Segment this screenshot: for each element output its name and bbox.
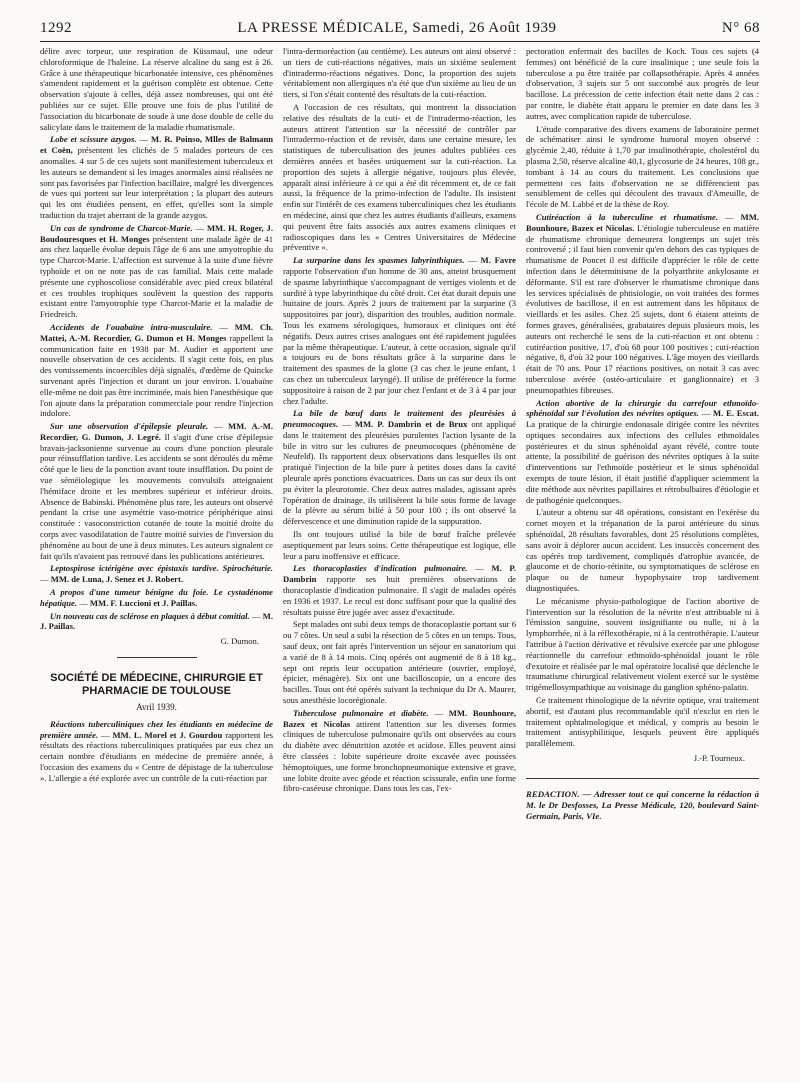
paragraph: Ce traitement rhinologique de la névrite optique, vrai traitement abortif, est d'autant plus recommandable qu'il n'exclut en rien le traitement ophtalmologique et médical, y compris au besoin le traitement antisyphilitique, lesquels peuvent être appliqués parallèlement. <box>526 695 759 749</box>
paragraph: A l'occasion de ces résultats, qui montrent la dissociation relative des résultats de la cuti- et de l'intradermo-réaction, les auteurs attirent l'attention sur la nécessité de contrôler par l'intradermo-réaction et de revisér, dans une certaine mesure, les statistiques de tuberculisation des jeunes adultes publiées ces dernières années et basées uniquement sur la cuti-réaction. La proportion des sujets à allergie négative, toujours plus élevée, apparaît ainsi inférieure à ce qui a été dit récemment et, de ce fait aussi, la fréquence de la primo-infection de l'adulte. Ils insistent enfin sur l'intérêt de ces examens tuberculiniques chez les étudiants en médecine, ainsi que chez les autres étudiants d'ailleurs, examens qui peuvent être faits associés aux autres examens cliniques et radioscopiques dans les « Centres Universitaires de Médecine préventive ». <box>283 101 516 253</box>
article-body: rapporte ses huit premières observations de thoracoplastie d'indication pulmonaire. Il s'agit de malades opérés en 1936 et 1937. Le recul est donc suffisant pour que la qualité des résultats puisse être jugée avec assez d'exactitude. <box>283 574 516 617</box>
article-title: Action abortive de la chirurgie du carrefour ethmoïdo-sphénoïdal sur l'évolution des névrites optiques. <box>526 397 759 419</box>
article: Cutiréaction à la tuberculine et rhumatisme. — MM. Bounhoure, Bazex et Nicolas. L'étiologie tuberculeuse en matière de rhumatisme chronique demeurera longtemps un sujet très controversé ; il faut bien convenir qu'en dehors des cas typiques de rhumatisme de Poncet il est difficile d'apprécier le rôle de cette infection dans le déterminisme de la polyarthrite ankylosante et déformante. S'il est rare d'observer le rhumatisme chronique dans les services spécialisés de phtisiologie, on voit traitées des formes évolutives de bacillose, il en est autrement dans les hôpitaux de vieillards et les asiles. Chez 25 sujets, dont 6 étaient atteints de formes graves, généralisées, grabataires depuis plusieurs mois, les auteurs ont recherché le sens de la cuti-réaction et ont obtenu : cutiréaction positive, 17, d'où 68 pour 100 positives ; cuti-réaction négative, 8, d'où 32 pour 100 négatives. L'âge moyen des vieillards était de 70 ans. Pour 17 réactions positives, on notait 3 cas avec tuberculose avérée (ostéo-articulaire et ganglionnaire) et 3 pneumopathies fibreuses. <box>526 211 759 395</box>
article-body: L'étiologie tuberculeuse en matière de rhumatisme chronique demeurera longtemps un sujet très controversé ; il faut bien convenir qu'en dehors des cas typiques de rhumatisme de Poncet il est difficile d'apprécier le rôle de cette infection dans le déterminisme de la polyarthrite ankylosante et déformante. S'il est rare d'observer le rhumatisme chronique dans les services spécialisés de phtisiologie, on voit traitées des formes évolutives de bacillose, il en est autrement dans les hôpitaux de vieillards et les asiles. Chez 25 sujets, dont 6 étaient atteints de formes graves, généralisées, grabataires depuis plusieurs mois, les auteurs ont recherché le sens de la cuti-réaction et ont obtenu : cutiréaction positive, 17, d'où 68 pour 100 positives ; cuti-réaction négative, 8, d'où 32 pour 100 négatives. L'âge moyen des vieillards était de 70 ans. Pour 17 réactions positives, on notait 3 cas avec tuberculose avérée (ostéo-articulaire et ganglionnaire) et 3 pneumopathies fibreuses. <box>526 222 759 395</box>
article: Leptospirose ictérigène avec épistaxis tardive. Spirochéturie. — MM. de Luna, J. Senez et J. Robert. <box>40 563 273 585</box>
article: Lobe et scissure azygos. — M. R. Poinso, Mlles de Balmann et Coën, présentent les clichés de 5 malades porteurs de ces anomalies. 4 sur 5 de ces sujets sont manifestement tuberculeux et les auteurs se demandent si les images anormales ainsi réalisées ne sont pas favorisées par l'infection bacillaire, malgré les divergences de vues qui portent sur leur interprétation ; la plupart des auteurs qui les ont étudiées pensent, en effet, qu'elles sont la simple traduction du trajet aberrant de la grande azygos. <box>40 134 273 220</box>
article-authors: MM. L. Morel et J. Gourdou <box>112 729 223 740</box>
article-title: Sur une observation d'épilepsie pleurale. <box>50 421 209 432</box>
article-authors: MM. de Luna, J. Senez et J. Robert. <box>50 574 183 585</box>
article-authors: MM. P. Dambrin et de Brux <box>354 419 468 430</box>
article: La bile de bœuf dans le traitement des pleurésies à pneumocoques. — MM. P. Dambrin et de Brux ont appliqué dans le traitement des pleurésies purulentes l'action lysante de la bile in vitro sur les cultures de pneumocoques (phénomène de Neufeld). Ils rapportent deux observations dans lesquelles ils ont pratiqué l'injection de la bile pure à petites doses dans la cavité pleurale après ponctions évacuatrices. Dans un cas sur deux ils ont pu éviter la pleurotomie. Chez deux autres malades, agissant après l'opération de drainage, ils utilisèrent la bile sous forme de lavage de la plèvre au sérum bilié à 50 pour 100 ; ils ont observé la défervescence et une diminution rapide de la suppuration. <box>283 408 516 527</box>
article-authors: M. P. Dambrin <box>283 563 516 585</box>
society-heading: SOCIÉTÉ DE MÉDECINE, CHIRURGIE ET PHARMACIE DE TOULOUSE <box>50 672 263 698</box>
article-body: La pratique de la chirurgie endonasale dirigée contre les névrites optiques secondaires aux infections des cellules ethmoïdales postérieures et du sinus sphénoïdal ayant révélé, contre toute attente, la possibilité de guérison des névrites optiques à la suite d'interventions sur l'ethmoïde postérieur et le sinus sphénoïdal exempts de toute lésion, il était justifié d'appliquer sciemment la dite méthode aux névrites papillaires et rétrobulbaires d'étiologie et de pathogénie quelconques. <box>526 419 759 505</box>
article-authors: M. J. Paillas. <box>40 610 273 632</box>
article-body: ont appliqué dans le traitement des pleurésies purulentes l'action lysante de la bile in vitro sur les cultures de pneumocoques (phénomène de Neufeld). Ils rapportent deux observations dans lesquelles ils ont pratiqué l'injection de la bile pure à petites doses dans la cavité pleurale après ponctions évacuatrices. Dans un cas sur deux ils ont pu éviter la pleurotomie. Chez deux autres malades, agissant après l'opération de drainage, ils utilisèrent la bile sous forme de lavage de la plèvre au sérum bilié à 50 pour 100 ; ils ont observé la défervescence et une diminution rapide de la suppuration. <box>283 419 516 527</box>
article-authors: M. R. Poinso, Mlles de Balmann et Coën, <box>40 134 273 156</box>
article: A propos d'une tumeur bénigne du foie. Le cystadénome hépatique. — MM. F. Luccioni et J. Paillas. <box>40 587 273 608</box>
article-body: Il s'agit d'une crise d'épilepsie bravais-jacksonienne survenue au cours d'une ponction pleurale pour réinsufflation tardive. Les accidents se sont déroulés du même côté que le lieu de la ponction avant toute insufflation. Du point de vue séméiologique les mouvements convulsifs atteignaient l'hémiface droite et les membres supérieur et inférieur droits. Absence de Babinski. Phénomène plus rare, les auteurs ont observé pendant la crise une asymétrie vaso-motrice périphérique ainsi constituée : vasoconstriction cutanée de toute la moitié droite du corps avec vasodilatation de l'autre moitié suivies de l'inversion du phénomène au bout de une à deux minutes. Les auteurs signalent ce fait qu'ils n'avaient pas retrouvé dans les publications antérieures. <box>40 431 273 561</box>
article-title: Réactions tuberculiniques chez les étudiants en médecine de première année. <box>40 718 273 740</box>
article-title: La surparine dans les spasmes labyrinthiques. <box>293 255 465 266</box>
article: Tuberculose pulmonaire et diabète. — MM. Bounhoure, Bazex et Nicolas attirent l'attention sur les diverses formes cliniques de tuberculose pulmonaire qu'ils ont observées au cours du diabète avec dénutrition azotée et acidose. Elles peuvent ainsi être classées : lobite supérieure droite excavée avec poussées hémoptoïques, une forme bronchopneumonique extensive et grave, une lobite droite avec géode et réaction scissurale, enfin une forme fibro-caséeuse chronique. Dans tous les cas, l'ex- <box>283 707 516 794</box>
article-authors: MM. A.-M. Recordier, G. Dumon, J. Legré. <box>40 421 273 442</box>
issue-number: N° 68 <box>721 20 760 36</box>
paragraph: Sept malades ont subi deux temps de thoracoplastie portant sur 6 ou 7 côtes. Un seul a subi la résection de 5 côtes en un temps. Tous, sauf deux, ont fait après l'intervention un séjour en sanatorium qui a varié de 8 à 14 mois. Cinq opérés ont augmenté de 8 à 18 kg., sept ont repris leur occupation antérieure (ouvrier, employé, épicier, ménagère). Six ont une bacilloscopie, un a encore des bacilles. Tous ont été opérés suivant la technique du Dr A. Maurer, sous anesthésie locorégionale. <box>283 619 516 706</box>
article-authors: MM. Ch. Mattei, A.-M. Recordier, G. Dumon et H. Monges <box>40 321 273 343</box>
paragraph: délire avec torpeur, une respiration de Küssmaul, une odeur chloroformique de l'haleine. La réserve alcaline du sang est à 26. Grâce à une thérapeutique bicarbonatée intensive, ces phénomènes s'amendent rapidement et la guérison complète est obtenue. Cette observation s'ajoute à celles, déjà assez nombreuses, qui ont été publiées sur ce sujet. Elle prouve une fois de plus l'utilité de l'association du bicarbonate de soude à une dose double de celle du salicylate dans le traitement de la maladie rhumatismale. <box>40 46 273 132</box>
article: Action abortive de la chirurgie du carrefour ethmoïdo-sphénoïdal sur l'évolution des névrites optiques. — M. E. Escat. La pratique de la chirurgie endonasale dirigée contre les névrites optiques secondaires aux infections des cellules ethmoïdales postérieures et du sinus sphénoïdal ayant révélé, contre toute attente, la possibilité de guérison des névrites optiques à la suite d'interventions sur l'ethmoïde postérieur et le sinus sphénoïdal exempts de toute lésion, il était justifié d'appliquer sciemment la dite méthode aux névrites papillaires et rétrobulbaires d'étiologie et de pathogénie quelconques. <box>526 397 759 505</box>
journal-title: LA PRESSE MÉDICALE, Samedi, 26 Août 1939 <box>237 20 557 36</box>
article-body: attirent l'attention sur les diverses formes cliniques de tuberculose pulmonaire qu'ils ont observées au cours du diabète avec dénutrition azotée et acidose. Elles peuvent ainsi être classées : lobite supérieure droite excavée avec poussées hémoptoïques, une forme bronchopneumonique extensive et grave, une lobite droite avec géode et réaction scissurale, enfin une forme fibro-caséeuse chronique. Dans tous les cas, l'ex- <box>283 718 516 794</box>
column-3 <box>526 46 759 1071</box>
article: Un nouveau cas de sclérose en plaques à début comitial. — M. J. Paillas. <box>40 610 273 632</box>
article-body: rapportent les résultats des réactions tuberculiniques pratiquées par eux chez un certain nombre d'étudiants en médecine de première année, à l'occasion des examens du « Centre de dépistage de la tuberculose ». L'allergie a été explorée avec un contrôle de la cuti-réaction par <box>40 729 273 783</box>
article-authors: M. E. Escat. <box>713 408 759 419</box>
paragraph: L'étude comparative des divers examens de laboratoire permet de schématiser ainsi le syndrome humoral moyen observé : glycémie 2,40, réduite à 1,70 par insulinothérapie, cholestérol du plasma 2,50, réserve alcaline 40,1, glycosurie de 24 heures, 108 gr., tombant à 14 au cours du traitement. Les conclusions que permettent ces faits d'observation ne se différencient pas sensiblement de celles qui découlent des travaux d'Ameuille, de l'école de M. Labbé et de la thèse de Roy. <box>526 123 759 210</box>
column-1 <box>40 46 273 1071</box>
article-body: présentent les clichés de 5 malades porteurs de ces anomalies. 4 sur 5 de ces sujets sont manifestement tuberculeux et les auteurs se demandent si les images anormales ainsi réalisées ne sont pas favorisées par l'infection bacillaire, malgré les divergences de vues qui portent sur leur interprétation ; la plupart des auteurs qui les ont étudiées pensent, en effet, qu'elles sont la simple traduction du trajet aberrant de la grande azygos. <box>40 145 273 220</box>
article-authors: MM. F. Luccioni et J. Paillas. <box>89 597 198 608</box>
column-2 <box>283 46 516 1071</box>
redaction-text: — Adresser tout ce qui concerne la rédaction à M. le Dr Desfosses, La Presse Médicale, 120, boulevard Saint-Germain, Paris, VIe. <box>526 788 759 821</box>
article-authors: MM. Bounhoure, Bazex et Nicolas. <box>526 211 759 233</box>
article-title: Tuberculose pulmonaire et diabète. <box>293 707 429 718</box>
signature: G. Dumon. <box>220 636 259 647</box>
signature: J.-P. Tourneux. <box>693 753 745 763</box>
paragraph: Le mécanisme physio-pathologique de l'action abortive de l'intervention sur la résolution de la névrite n'est attribuable ni à l'émission sanguine, souvent insignifiante ou nulle, ni à la lymphorrhée, ni à la réflexothérapie, ni à la centrothérapie. L'auteur l'attribue à l'action dérivative et révulsive exercée par une phlogose réactionnelle du carrefour ethmoïdo-sphénoïdal jouant le rôle d'exutoire et réalisée par le mal opératoire localisé que déclenche le traumatisme chirurgical relativement violent exercé sur le système trigémellosympathique au voisinage du ganglion sphéno-palatin. <box>526 595 759 693</box>
article-authors: M. Favre <box>480 255 516 266</box>
article-title: Cutiréaction à la tuberculine et rhumatisme. <box>536 211 718 222</box>
article-title: Les thoracoplasties d'indication pulmonaire. <box>293 563 468 574</box>
article-body: rappellent la communication faite en 1938 par M. Audier et apportent une nouvelle observation de ces accidents. Il s'agit cette fois, en plus des vomissements incoercibles déjà signalés, d'œdème de Quincke survenant après l'injection et durant un jour environ. L'ouabaïne elle-même ne doit pas être incriminée, mais bien l'anesthésique que l'on ajoute dans la préparation commerciale pour rendre l'injection indolore. <box>40 332 273 419</box>
paragraph: L'auteur a obtenu sur 48 opérations, consistant en l'exérèse du cornet moyen et la trépanation de la paroi antérieure du sinus sphénoïdal, 28 résultats favorables, dont 25 résolutions complètes, sans avoir à déplorer aucun accident. Les insuccès concernent des cas opérés trop tardivement, compliqués d'atrophie avancée, de glaucome et de chorio-rétinite, ou symptomatiques de sclérose en plaque ou de tumeur hypophysaire trop tardivement diagnostiquées. <box>526 507 759 594</box>
article-title: Lobe et scissure azygos. <box>50 134 137 145</box>
page-header <box>40 0 760 42</box>
article-body: présentent une malade âgée de 41 ans chez laquelle évolue depuis l'âge de 6 ans une amyotrophie du type Charcot-Marie. L'affection est survenue à la suite d'une fièvre typhoïde et on ne note pas de cas familial. Mais cette malade présente une cyphoscoliose considérable avec pied creux bilatéral et ces troubles trophiques soulèvent la question des rapports existant entre l'amyotrophie type Charcot-Marie et la maladie de Friedreich. <box>40 233 273 320</box>
article: Sur une observation d'épilepsie pleurale. — MM. A.-M. Recordier, G. Dumon, J. Legré. Il s'agit d'une crise d'épilepsie bravais-jacksonienne survenue au cours d'une ponction pleurale pour réinsufflation tardive. Les accidents se sont déroulés du même côté que le lieu de la ponction avant toute insufflation. Du point de vue séméiologique les mouvements convulsifs atteignaient l'hémiface droite et les membres supérieur et inférieur droits. Absence de Babinski. Phénomène plus rare, les auteurs ont observé pendant la crise une asymétrie vaso-motrice périphérique ainsi constituée : vasoconstriction cutanée de toute la moitié droite du corps avec vasodilatation de l'autre moitié suivies de l'inversion du phénomène au bout de une à deux minutes. Les auteurs signalent ce fait qu'ils n'avaient pas retrouvé dans les publications antérieures. <box>40 421 273 561</box>
article-body: rapporte l'observation d'un homme de 30 ans, atteint brusquement de spasme labyrinthique s'accompagnant de vertiges violents et de surdité à type labyrinthique du côté droit. Cet état durait depuis une huitaine de jours. Après 2 jours de traitement par la surparine (3 suppositoires par jour), disparition des troubles, audition normale. Tous les examens sérologiques, humoraux et cliniques ont été négatifs. Deux autres crises analogues ont été rapidement jugulées par la même thérapeutique. L'auteur, à cette occasion, signale qu'il a toujours eu de bons résultats grâce à la surparine dans le traitement des spasmes de la glotte (3 cas chez le jeune enfant, 1 cas chez un tuberculeux laryngé). Il utilise de préférence la forme suppositoire à raison de 2 par jour chez l'enfant et de 3 à 4 par jour chez l'adulte. <box>283 265 516 406</box>
article: Un cas de syndrome de Charcot-Marie. — MM. H. Roger, J. Boudouresques et H. Monges présentent une malade âgée de 41 ans chez laquelle évolue depuis l'âge de 6 ans une amyotrophie du type Charcot-Marie. L'affection est survenue à la suite d'une fièvre typhoïde et on ne note pas de cas familial. Mais cette malade présente une cyphoscoliose considérable avec pied creux bilatéral et ces troubles trophiques soulèvent la question des rapports existant entre l'amyotrophie type Charcot-Marie et la maladie de Friedreich. <box>40 222 273 320</box>
article: Les thoracoplasties d'indication pulmonaire. — M. P. Dambrin rapporte ses huit premières observations de thoracoplastie d'indication pulmonaire. Il s'agit de malades opérés en 1936 et 1937. Le recul est donc suffisant pour que la qualité des résultats puisse être jugée avec assez d'exactitude. <box>283 563 516 617</box>
article-title: Accidents de l'ouabaïne intra-musculaire. <box>50 321 213 332</box>
paragraph: l'intra-dermoréaction (au centième). Les auteurs ont ainsi observé : un tiers de cuti-réactions négatives, mais un sixième seulement d'intradermo-réactions négatives. Donc, la proportion des sujets véritablement non allergiques n'a été que d'un sixième au lieu de un tiers, si l'on s'était contenté des résultats de la cuti-réaction. <box>283 46 516 100</box>
session-date: Avril 1939. <box>136 702 177 713</box>
article-authors: MM. Bounhoure, Bazex et Nicolas <box>283 707 516 729</box>
divider <box>117 657 197 658</box>
redaction-notice <box>526 778 759 822</box>
article-title: Leptospirose ictérigène avec épistaxis tardive. Spirochéturie. <box>50 563 273 574</box>
redaction-label: REDACTION. <box>526 788 580 799</box>
article-title: La bile de bœuf dans le traitement des pleurésies à pneumocoques. <box>283 408 516 430</box>
article: La surparine dans les spasmes labyrinthiques. — M. Favre rapporte l'observation d'un homme de 30 ans, atteint brusquement de spasme labyrinthique s'accompagnant de vertiges violents et de surdité à type labyrinthique du côté droit. Cet état durait depuis une huitaine de jours. Après 2 jours de traitement par la surparine (3 suppositoires par jour), disparition des troubles, audition normale. Tous les examens sérologiques, humoraux et cliniques ont été négatifs. Deux autres crises analogues ont été rapidement jugulées par la même thérapeutique. L'auteur, à cette occasion, signale qu'il a toujours eu de bons résultats grâce à la surparine dans le traitement des spasmes de la glotte (3 cas chez le jeune enfant, 1 cas chez un tuberculeux laryngé). Il utilise de préférence la forme suppositoire à raison de 2 par jour chez l'enfant et de 3 à 4 par jour chez l'adulte. <box>283 255 516 406</box>
paragraph: Ils ont toujours utilisé la bile de bœuf fraîche prélevée aseptiquement par leurs soins. Cette thérapeutique est logique, elle leur a paru inoffensive et efficace. <box>283 529 516 561</box>
article-title: Un nouveau cas de sclérose en plaques à début comitial. <box>50 610 250 621</box>
paragraph: pectoration enfermait des bacilles de Koch. Tous ces sujets (4 femmes) ont bénéficié de la cure insulinique ; une seule fois la tuberculose a pu être traitée par collapsothérapie. Après 4 années d'observation, 3 sujets sur 5 ont succombé aux progrès de leur bacillose. La précession de cette infection était nette dans 2 cas : par contre, le diabète était apparu le premier en date dans les 3 autres, avec complication rapide de tuberculose. <box>526 46 759 121</box>
article: Réactions tuberculiniques chez les étudiants en médecine de première année. — MM. L. Morel et J. Gourdou rapportent les résultats des réactions tuberculiniques pratiquées par eux chez un certain nombre d'étudiants en médecine de première année, à l'occasion des examens du « Centre de dépistage de la tuberculose ». L'allergie a été explorée avec un contrôle de la cuti-réaction par <box>40 718 273 783</box>
article-authors: MM. H. Roger, J. Boudouresques et H. Monges <box>40 222 273 244</box>
article: Accidents de l'ouabaïne intra-musculaire. — MM. Ch. Mattei, A.-M. Recordier, G. Dumon et H. Monges rappellent la communication faite en 1938 par M. Audier et apportent une nouvelle observation de ces accidents. Il s'agit cette fois, en plus des vomissements incoercibles déjà signalés, d'œdème de Quincke survenant après l'injection et durant un jour environ. L'ouabaïne elle-même ne doit pas être incriminée, mais bien l'anesthésique que l'on ajoute dans la préparation commerciale pour rendre l'injection indolore. <box>40 321 273 419</box>
article-title: Un cas de syndrome de Charcot-Marie. <box>50 222 193 233</box>
page-number: 1292 <box>40 20 72 36</box>
article-title: A propos d'une tumeur bénigne du foie. Le cystadénome hépatique. <box>40 587 273 608</box>
